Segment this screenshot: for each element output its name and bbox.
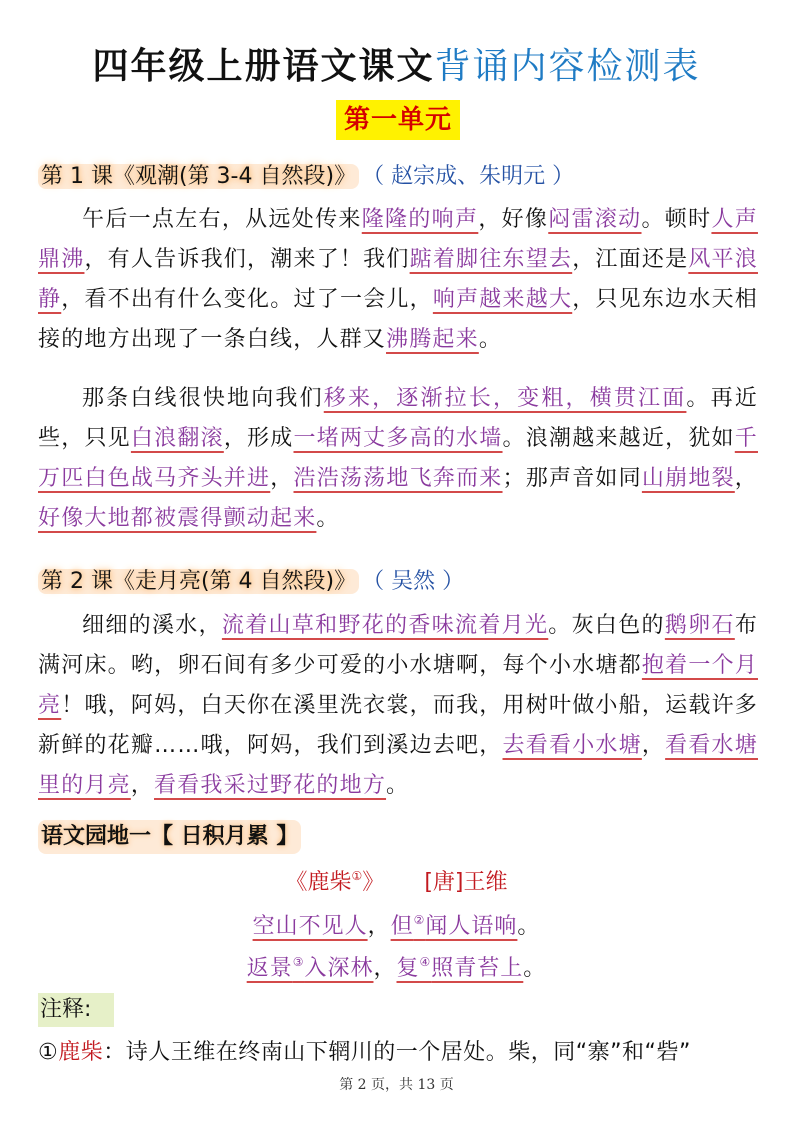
poem-line-1-part-a: 空山不见人 <box>252 914 368 939</box>
page-title <box>0 42 793 92</box>
lesson-2-paragraph-1 <box>38 606 758 806</box>
highlighted-phrase: 浩浩荡荡地飞奔而来 <box>293 466 503 491</box>
text-segment: ，江面还是 <box>572 247 689 272</box>
lesson-1-title: 第 1 课《观潮(第 3-4 自然段)》 <box>38 164 359 189</box>
lesson-2-author: （ 吴然 ） <box>373 569 465 594</box>
highlighted-phrase: 流着山草和野花的香味流着月光 <box>221 613 549 638</box>
highlighted-phrase: 闷雷滚动 <box>548 207 642 232</box>
text-segment: 布满河床。哟，卵石间有多少可爱的小水塘啊，每个小水塘都 <box>38 613 759 678</box>
highlighted-phrase: 响声越来越大 <box>432 287 573 312</box>
poem-line-2-note-1: ③ <box>292 955 305 969</box>
highlighted-phrase: 看看水塘里的月亮 <box>38 733 758 798</box>
note-1-term: 鹿柴 <box>58 1040 104 1065</box>
poem-title <box>0 866 793 900</box>
poem-line-2-e: 照青苔上 <box>431 956 524 981</box>
title-highlight: 背诵内容检测表 <box>434 46 701 87</box>
text-segment: ，形成 <box>223 426 294 451</box>
poem-line-2-note-2: ④ <box>419 955 432 969</box>
text-segment: 午后一点左右，从远处传来 <box>82 207 362 232</box>
lesson-2-heading <box>38 565 464 599</box>
highlighted-phrase: 好像大地都被震得颤动起来 <box>38 506 317 531</box>
text-segment: 。浪潮越来越近，犹如 <box>502 426 735 451</box>
garden-heading: 语文园地一【 日积月累 】 <box>38 820 301 854</box>
text-segment: ！哦，阿妈，白天你在溪里洗衣裳，而我，用树叶做小船，运载许多新鲜的花瓣……哦，阿妈，我们到溪边去吧， <box>38 693 758 758</box>
poem-line-1-comma: ， <box>367 914 391 939</box>
highlighted-phrase: 抱着一个月亮 <box>38 653 758 718</box>
note-1-marker: ① <box>38 1040 59 1065</box>
text-segment: 。 <box>386 773 410 798</box>
poem-line-2 <box>0 952 793 986</box>
notes-label: 注释: <box>38 993 114 1027</box>
lesson-1-author: （ 赵宗成、朱明元 ） <box>373 164 575 189</box>
poem-line-1 <box>0 910 793 944</box>
highlighted-phrase: 风平浪静 <box>38 247 758 312</box>
poem-line-1-c: 但 <box>390 914 414 939</box>
poem-line-1-period: 。 <box>517 914 541 939</box>
highlighted-phrase: 人声鼎沸 <box>38 207 758 272</box>
poem-line-2-comma: ， <box>373 956 397 981</box>
poem-name-end: 》 <box>362 870 385 895</box>
text-segment: 。再近些，只见 <box>38 386 758 451</box>
highlighted-phrase: 踮着脚往东望去 <box>409 247 573 272</box>
text-segment: 。 <box>478 327 503 352</box>
lesson-1-paragraph-1 <box>38 200 758 360</box>
text-segment: 细细的溪水， <box>82 613 222 638</box>
poem-line-1-d: 闻人语响 <box>425 914 518 939</box>
text-segment: ，好像 <box>478 207 549 232</box>
page-footer: 第 2 页，共 13 页 <box>339 1077 454 1093</box>
text-segment: ，看不出有什么变化。过了一会儿， <box>61 287 433 312</box>
text-segment: ，只见东边水天相接的地方出现了一条白线，人群又 <box>38 287 759 352</box>
text-segment: 那条白线很快地向我们 <box>82 386 324 411</box>
note-1-text: ：诗人王维在终南山下辋川的一个居处。柴，同“寨”和“砦” <box>103 1040 691 1065</box>
text-segment: ；那声音如同 <box>502 466 642 491</box>
poem-line-2-d: 复 <box>396 956 420 981</box>
highlighted-phrase: 一堵两丈多高的水墙 <box>293 426 503 451</box>
highlighted-phrase: 看看我采过野花的地方 <box>154 773 387 798</box>
text-segment: 。顿时 <box>641 207 712 232</box>
text-segment: ， <box>130 773 155 798</box>
highlighted-phrase: 千万匹白色战马齐头并进 <box>38 426 758 491</box>
text-segment: 。灰白色的 <box>548 613 665 638</box>
note-1 <box>38 1036 691 1070</box>
unit-badge: 第一单元 <box>336 100 460 140</box>
text-segment: ，有人告诉我们，潮来了！我们 <box>84 247 410 272</box>
poem-line-1-note: ② <box>413 913 426 927</box>
lesson-2-title: 第 2 课《走月亮(第 4 自然段)》 <box>38 569 359 594</box>
highlighted-phrase: 去看看小水塘 <box>502 733 642 758</box>
highlighted-phrase: 白浪翻滚 <box>130 426 224 451</box>
poem-line-2-a: 返景 <box>246 956 293 981</box>
poem-line-2-period: 。 <box>523 956 547 981</box>
poem-line-2-part-a <box>247 956 374 981</box>
poem-name <box>286 870 385 895</box>
text-segment: 。 <box>316 506 340 531</box>
highlighted-phrase: 山崩地裂 <box>641 466 735 491</box>
poem-line-2-b: 入深林 <box>304 956 374 981</box>
highlighted-phrase: 隆隆的响声 <box>361 207 479 232</box>
lesson-1-heading <box>38 160 574 194</box>
highlighted-phrase: 移来，逐渐拉长，变粗，横贯江面 <box>323 386 687 411</box>
poem-line-2-part-b <box>397 956 524 981</box>
text-segment: ， <box>734 466 758 491</box>
poem-author: [唐]王维 <box>424 870 508 895</box>
highlighted-phrase: 沸腾起来 <box>386 327 479 352</box>
text-segment: ， <box>270 466 294 491</box>
poem-line-1-part-b <box>391 914 518 939</box>
poem-name-note: ① <box>351 869 363 883</box>
title-main: 四年级上册语文课文 <box>92 46 435 87</box>
text-segment: ， <box>641 733 666 758</box>
highlighted-phrase: 鹅卵石 <box>664 613 735 638</box>
lesson-1-paragraph-2 <box>38 379 758 539</box>
poem-name-text: 《鹿柴 <box>285 870 352 895</box>
